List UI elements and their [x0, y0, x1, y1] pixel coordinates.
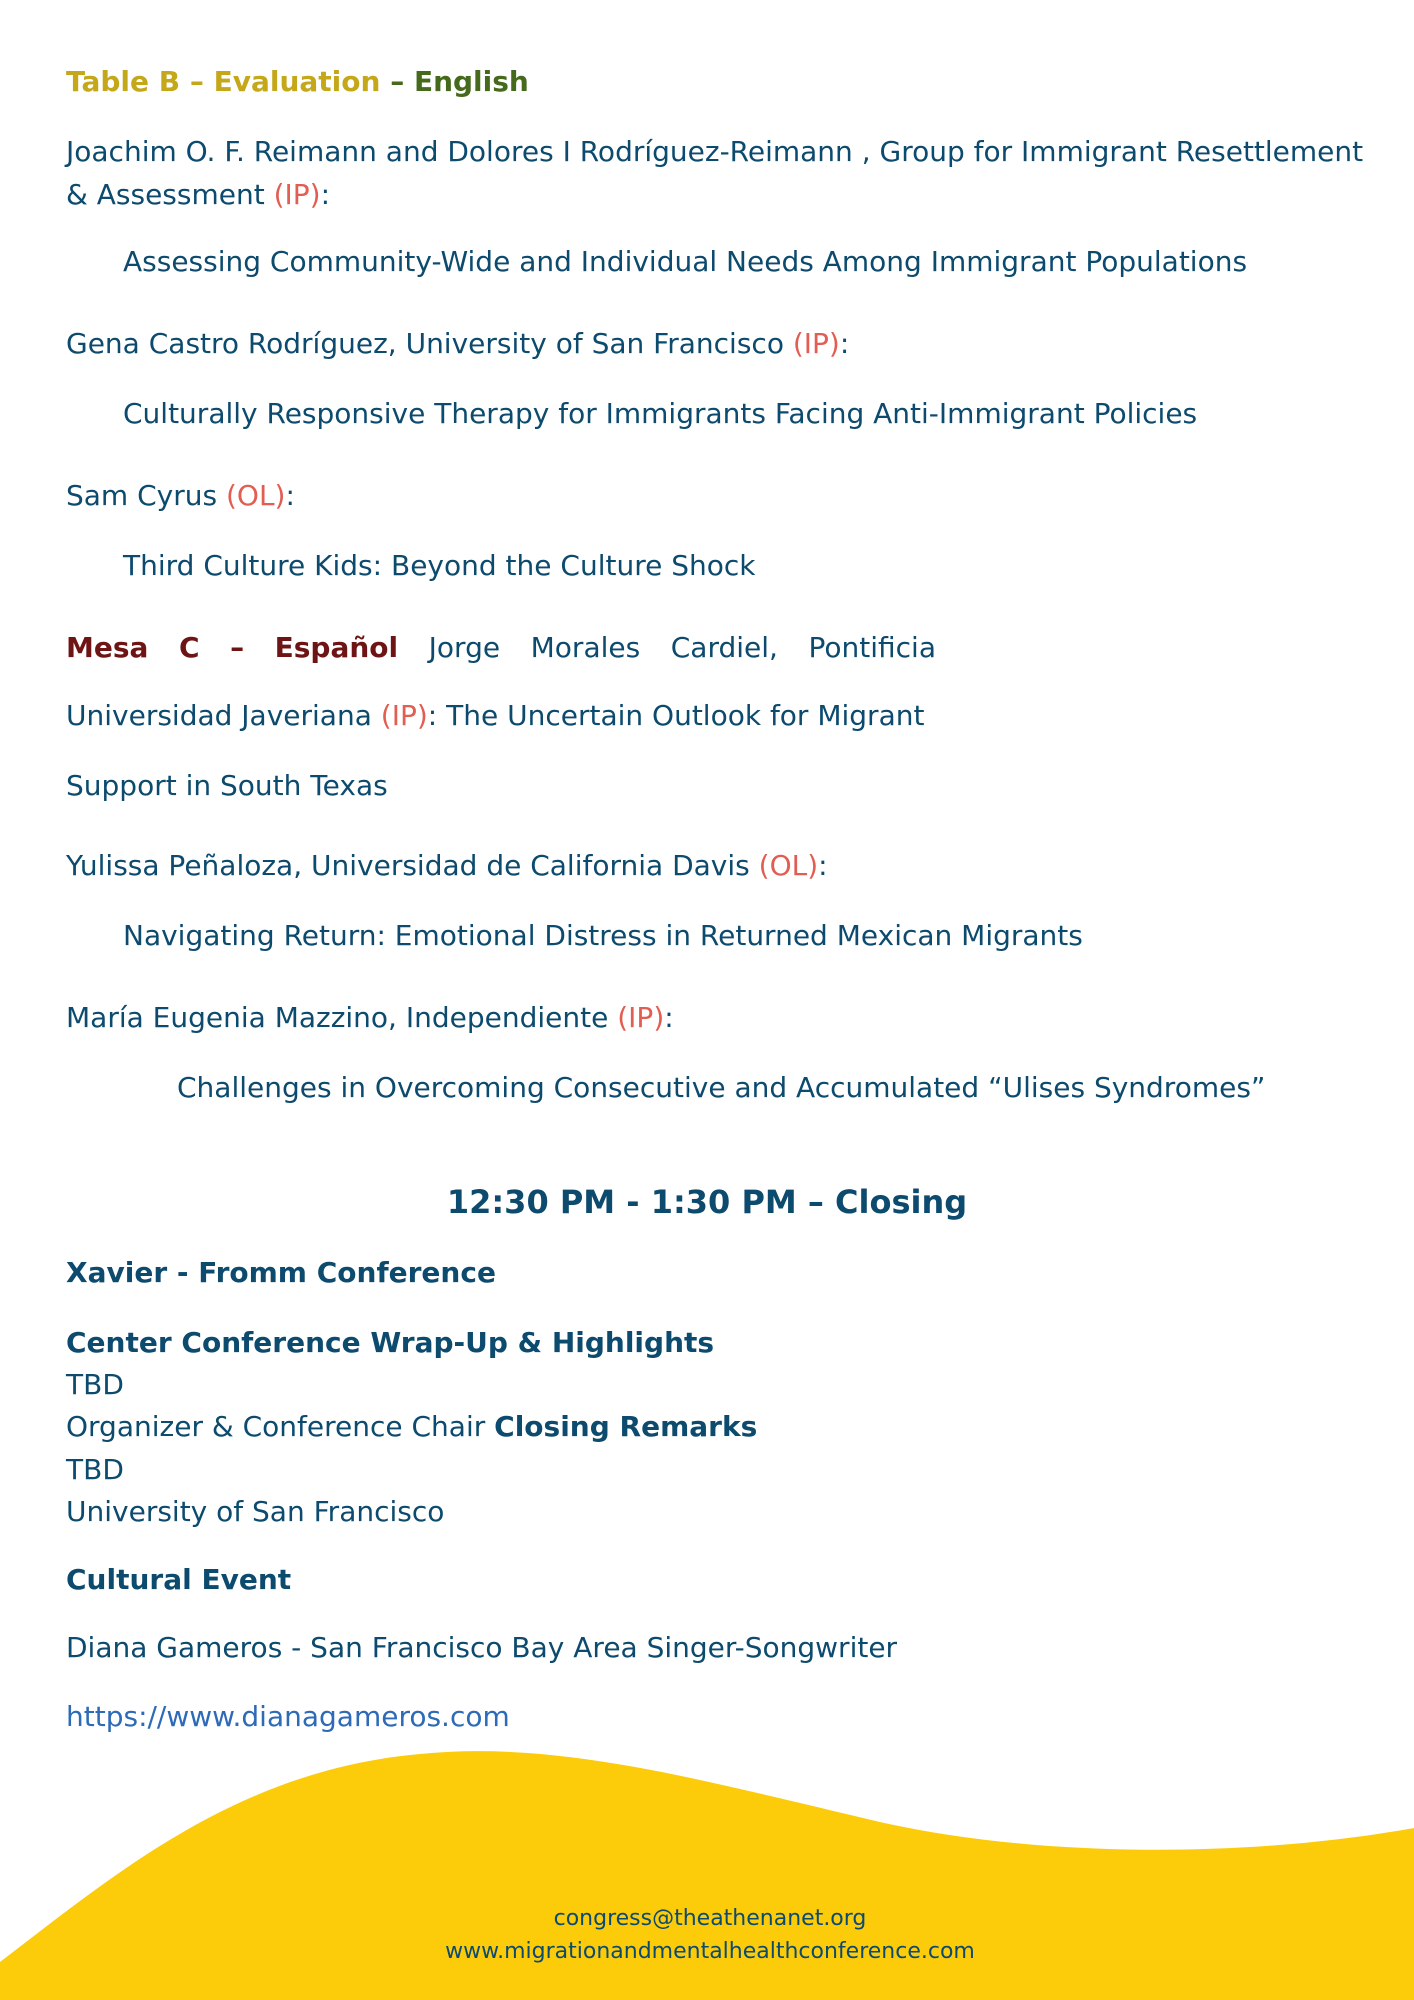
presenter-affiliation: & Assessment: [66, 178, 274, 211]
mesa-c-word: C: [178, 631, 200, 664]
table-b-heading: [66, 64, 529, 100]
presenter-line: [66, 848, 828, 884]
colon: :: [839, 327, 850, 360]
presenter-line: [66, 326, 849, 362]
format-tag: (IP): [273, 178, 321, 211]
mesa-c-line-3: Support in South Texas: [66, 769, 388, 802]
format-tag: (OL): [225, 479, 286, 512]
mesa-c-word: Cardiel,: [670, 631, 778, 664]
closing-session-title: 12:30 PM - 1:30 PM – Closing: [446, 1183, 968, 1221]
format-tag: (OL): [758, 849, 819, 882]
talk-title: Culturally Responsive Therapy for Immigrants Facing Anti-Immigrant Policies: [123, 397, 1198, 430]
table-b-heading-label: Table B – Evaluation: [66, 65, 381, 98]
colon: :: [285, 479, 295, 512]
talk-title: Assessing Community-Wide and Individual Needs Among Immigrant Populations: [123, 245, 1248, 278]
presenter-affiliation: Universidad Javeriana: [66, 699, 381, 732]
presenter-name: Gena Castro Rodríguez, University of San Francisco: [66, 327, 793, 360]
mesa-c-word: –: [230, 631, 245, 664]
mesa-c-word: Morales: [530, 631, 641, 664]
cultural-event-heading: Cultural Event: [66, 1563, 292, 1596]
presenter-line: [66, 1000, 674, 1036]
table-b-language: – English: [380, 65, 529, 98]
format-tag: (IP): [617, 1001, 665, 1034]
tbd-text: TBD: [66, 1453, 124, 1486]
colon: :: [818, 849, 828, 882]
colon: :: [320, 178, 331, 211]
presenter-name: Sam Cyrus: [66, 479, 226, 512]
tbd-text: TBD: [66, 1368, 124, 1401]
presenter-name: María Eugenia Mazzino, Independiente: [66, 1001, 618, 1034]
wrap-up-heading: Center Conference Wrap-Up & Highlights: [66, 1326, 715, 1359]
mesa-c-line: [66, 630, 936, 666]
footer-email[interactable]: congress@theathenanet.org: [553, 1906, 867, 1931]
presenter-line: Joachim O. F. Reimann and Dolores I Rodríguez-Reimann , Group for Immigrant Resettlement: [66, 135, 1364, 168]
organizer-line: [66, 1409, 757, 1445]
talk-title: Navigating Return: Emotional Distress in Returned Mexican Migrants: [123, 919, 1083, 952]
university-text: University of San Francisco: [66, 1495, 445, 1528]
footer-website[interactable]: www.migrationandmentalhealthconference.com: [445, 1939, 975, 1964]
mesa-c-word: Español: [274, 631, 399, 664]
mesa-c-word: Mesa: [66, 631, 149, 664]
presenter-name: Yulissa Peñaloza, Universidad de California Davis: [66, 849, 759, 882]
closing-remarks-label: Closing Remarks: [494, 1410, 758, 1443]
performer-text: Diana Gameros - San Francisco Bay Area Singer-Songwriter: [66, 1631, 898, 1664]
presenter-line: [66, 478, 295, 514]
xavier-fromm-heading: Xavier - Fromm Conference: [66, 1256, 496, 1289]
mesa-c-word: Jorge: [428, 631, 501, 664]
format-tag: (IP): [792, 327, 840, 360]
talk-title: Challenges in Overcoming Consecutive and Accumulated “Ulises Syndromes”: [177, 1071, 1266, 1104]
mesa-c-word: Pontificia: [808, 631, 936, 664]
performer-link[interactable]: https://www.dianagameros.com: [66, 1700, 510, 1733]
presenter-line: [66, 177, 330, 213]
organizer-label: Organizer & Conference Chair: [66, 1410, 495, 1443]
talk-title: : The Uncertain Outlook for Migrant: [427, 699, 925, 732]
talk-title: Third Culture Kids: Beyond the Culture Shock: [123, 549, 756, 582]
mesa-c-line-2: [66, 698, 924, 734]
colon: :: [664, 1001, 674, 1034]
format-tag: (IP): [380, 699, 428, 732]
